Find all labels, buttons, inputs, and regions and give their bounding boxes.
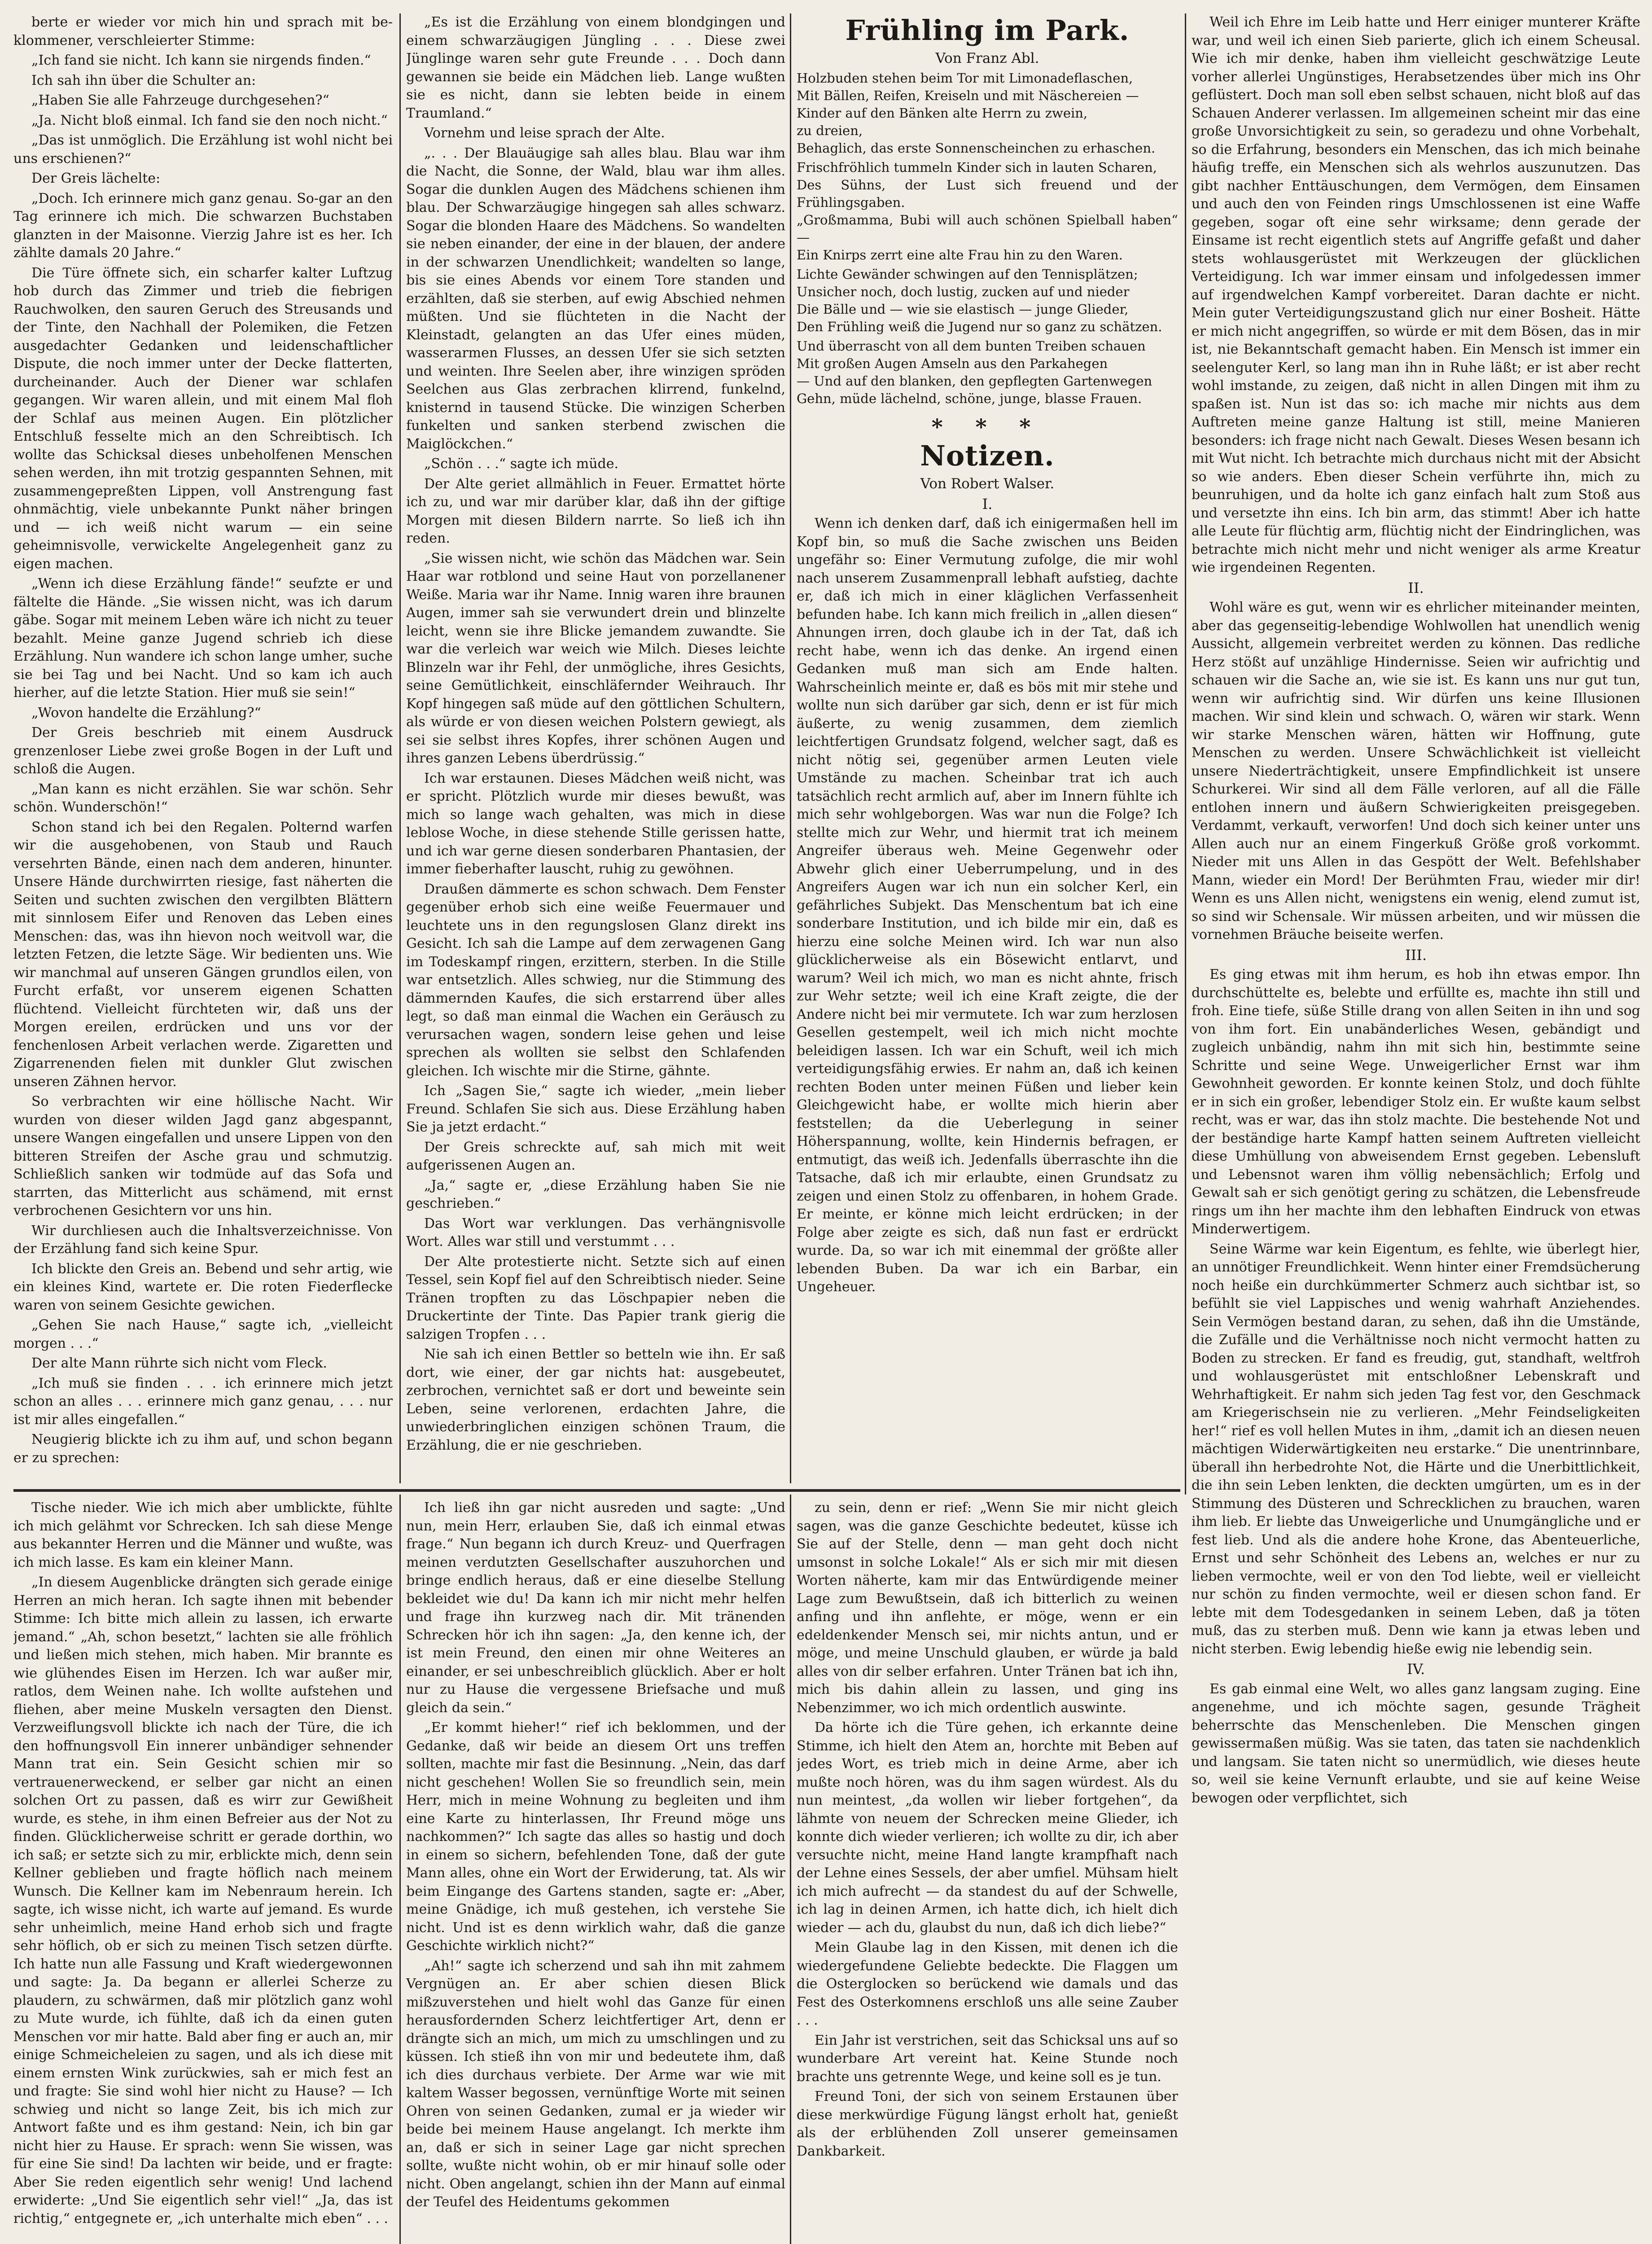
paragraph: Der Greis lächelte:	[31, 171, 161, 186]
paragraph: „Doch. Ich erinnere mich ganz genau. So-gar an den Tag erinnere ich mich. Die schwarzen Buchstaben glanzten in der Maisonne. Vierzig Jahre ist es her. Ich zählte damals 20 Jahre.“	[13, 190, 393, 261]
paragraph: Ich sah ihn über die Schulter an:	[31, 72, 256, 88]
paragraph: „Er kommt hieher!“ rief ich beklommen, und der Gedanke, daß wir beide an diesem Ort uns treffen sollten, machte mir fast die Besinnung. „Nein, das darf nicht geschehen! Wollen Sie so freundlich sein, mein Herr, mich in meine Wohnung zu begleiten und ihm eine Karte zu hinterlassen, Ihr Freund möge uns nachkommen?“ Ich sagte das alles so hastig und doch in einem so sichern, befehlenden Tone, daß der gute Mann alles, ohne ein Wort der Erwiderung, tat. Als wir beim Eingange des Gartens standen, sagte er: „Aber, meine Gnädige, ich muß gestehen, ich verstehe Sie nicht. Und ist es denn wirklich wahr, daß die ganze Geschichte wirklich nicht?“	[406, 1720, 785, 1954]
poem-stanza: Holzbuden stehen beim Tor mit Limonadeflaschen, Mit Bällen, Reifen, Kreiseln und mit Näschereien — Kinder auf den Bänken alte Herrn zu zwein, zu dreien, Behaglich, das erste Sonnenscheinchen zu erhaschen.	[797, 70, 1156, 156]
paragraph: Tische nieder. Wie ich mich aber umblickte, fühlte ich mich gelähmt vor Schrecken. Ich sah diese Menge aus bekannter Herren und die Männer und wußte, was ich mich lasse. Es kam ein kleiner Mann.	[13, 1500, 393, 1570]
notes-title: Notizen.	[920, 439, 1055, 472]
paragraph: Der alte Mann rührte sich nicht vom Fleck.	[31, 1355, 327, 1371]
column-rule	[790, 1495, 791, 2244]
paragraph: Wenn ich denken darf, daß ich einigermaßen hell im Kopf bin, so muß die Sache zwischen uns Beiden ungefähr so: Einer Vermutung zufolge, die mir wohl nach unserem Zusammenprall lebhaft aufstieg, dachte er, daß ich mich in einer kläglichen Verfassenheit befunden habe. Ich kann mich freilich in „allen diesen“ Ahnungen irren, doch glaube ich in der Tat, daß ich recht habe, wenn ich das denke. An irgend einen Gedanken muß man sich am Ende halten. Wahrscheinlich meinte er, daß es bös mit mir stehe und wollte nun sich darüber gar sich, denn er ist für mich äußerte, zu wenig zusammen, dem ziemlich leichtfertigen Grundsatz folgend, welcher sagt, daß es nicht nötig sei, gegenüber armen Leuten viele Umstände zu machen. Scheinbar trat ich auch tatsächlich recht armlich auf, aber im Innern fühlte ich mich sehr wohlgeborgen. Was war nun die Folge? Ich stellte mich zur Wehr, und hiermit trat ich meinem Angreifer überaus weh. Meine Gegenwehr oder Abwehr glich einer Ueberrumpelung, und in des Angreifers Augen war ich nun ein solcher Kerl, ein gefährliches Subjekt. Das Menschentum bat ich eine sonderbare Institution, und ich bilde mir ein, daß es hierzu eine solche Meinen wird. Ich war nun also glücklicherweise als ein Bösewicht entlarvt, und warum? Weil ich mich, wo man es nicht ahnte, frisch zur Wehr setzte; weil ich eine Kraft zeigte, die der Andere nicht bei mir vermutete. Ich war zum herzlosen Gesellen gestempelt, weil ich mich nicht mochte beleidigen lassen. Ich war ein Schuft, weil ich mich verteidigungsfähig erwies. Er nahm an, daß ich keinen rechten Boden unter meinen Füßen und lieber kein Gleichgewicht habe, er wollte mich hierin aber feststellen; da die Ueberlegung in seiner Höherspannung, wollte, kein Hindernis befragen, er entmutigt, das weiß ich. Jedenfalls überraschte ihn die Tatsache, daß ich mir erlaubte, einen Grundsatz zu zeigen und einen Stolz zu offenbaren, in hohem Grade. Er meinte, er könne mich leicht erdrücken; in der Folge aber zeigte es sich, daß nun fast er erdrückt wurde. Da, so war ich mit einemmal der größte aller lebenden Buben. Da war ich ein Barbar, ein Ungeheuer.	[797, 516, 1178, 1295]
paragraph: Da hörte ich die Türe gehen, ich erkannte deine Stimme, ich hielt den Atem an, horchte mit Beben auf jedes Wort, es trieb mich in deine Arme, aber ich mußte noch hören, was du ihm sagen würdest. Als du nun meintest, „da wollen wir lieber fortgehen“, da lähmte von neuem der Schrecken meine Glieder, ich konnte dich wieder verlieren; ich wollte zu dir, ich aber versuchte nicht, meine Hand langte krampfhaft nach der Lehne eines Sessels, der aber umfiel. Mühsam hielt ich mich aufrecht — da standest du auf der Schwelle, ich lag in deinen Armen, ich hatte dich, ich hielt dich wieder — ach du, glaubst du nun, daß ich dich liebe?“	[797, 1720, 1178, 1936]
paragraph: „. . . Der Blauäugige sah alles blau. Blau war ihm die Nacht, die Sonne, der Wald, blau war ihm alles. Sogar die dunklen Augen des Mädchens schienen ihm blau. Der Schwarzäugige hingegen sah alles schwarz. Sogar die blonden Haare des Mädchens. So wandelten sie neben einander, der eine in der blauen, der andere in der schwarzen Unendlichkeit; wandelten so lange, bis sie eines Abends vor einem Tore standen und erzählten, daß sie sterben, auf ewig Abschied nehmen müßten. Und sie flüchteten in die Nacht der Kleinstadt, gelangten an das Ufer eines müden, wasserarmen Flusses, an dessen Ufer sie sich setzten und weinten. Ihre Seelen aber, ihre winzigen spröden Seelchen aus Glas zerbrachen klirrend, funkelnd, knisternd in tausend Stücke. Die winzigen Scherben funkelten und sanken sterbend zwischen die Maiglöckchen.“	[406, 145, 785, 452]
paragraph: Ich war erstaunen. Dieses Mädchen weiß nicht, was er spricht. Plötzlich wurde mir dieses bewußt, was mich so lange wach gehalten, was mich in diese leblose Woche, in diese stehende Stille gerissen hatte, und ich war gerne diesen sonderbaren Phantasien, der immer fieberhafter lauscht, ruhig zu gewöhnen.	[406, 770, 785, 877]
poem-stanza: Lichte Gewänder schwingen auf den Tennisplätzen; Unsicher noch, doch lustig, zucken auf und nieder Die Bälle und — wie sie elastisch — junge Glieder, Den Frühling weiß die Jugend nur so ganz zu schätzen.	[797, 266, 1162, 334]
paragraph: Es gab einmal eine Welt, wo alles ganz langsam zuging. Eine angenehme, und ich möchte sagen, gesunde Trägheit beherrschte das Menschenleben. Die Menschen gingen gewissermaßen müßig. Was sie taten, das taten sie nachdenklich und langsam. Sie taten nicht so unermüdlich, wie dieses heute so, weil sie keine Vernunft erlaubte, und sie auf keine Weise bewogen oder verpflichtet, sich	[1192, 1681, 1640, 1806]
paragraph: „Ah!“ sagte ich scherzend und sah ihn mit zahmem Vergnügen an. Er aber schien diesen Blick mißzuverstehen und hielt wohl das Ganze für einen herausfordernden Scherz leichtfertiger Art, denn er drängte sich an mich, um mich zu umschlingen und zu küssen. Ich stieß ihn von mir und bedeutete ihm, daß ich dies durchaus verbiete. Der Arme war wie mit kaltem Wasser begossen, vernünftige Worte mit seinen Ohren von seinen Gedanken, zumal er ja wieder wir beide bei meinem Hause angelangt. Ich merkte ihm an, daß er sich in seiner Lage gar nicht sprechen sollte, wußte nicht wohin, ob er mir hinauf solle oder nicht. Oben angelangt, schien ihn der Mann auf einmal der Teufel des Heidentums gekommen	[406, 1958, 785, 2210]
column-rule	[1185, 13, 1186, 1495]
paragraph: Mein Glaube lag in den Kissen, mit denen ich die wiedergefundene Geliebte bedeckte. Die Flaggen um die Osterglocken so berückend wie damals und das Fest des Osterkomnens erschloß uns alle seine Zauber . . .	[797, 1940, 1178, 2028]
separator-stars: * * *	[931, 414, 1043, 440]
paragraph: „Haben Sie alle Fahrzeuge durchgesehen?“	[31, 92, 329, 108]
bottom-column-1	[13, 1499, 393, 2244]
paragraph: Der Alte protestierte nicht. Setzte sich auf einen Tessel, sein Kopf fiel auf den Schreibtisch nieder. Seine Tränen tropften zu das Löschpapier neben die Druckertinte der Tinte. Das Papier trank gierig die salzigen Tropfen . . .	[406, 1253, 785, 1342]
column-rule	[399, 13, 401, 1483]
paragraph: Wohl wäre es gut, wenn wir es ehrlicher miteinander meinten, aber das gegenseitig-lebendige Wohlwollen hat unendlich wenig Aussicht, allgemein verbreitet werden zu können. Das redliche Herz stößt auf unzählige Hindernisse. Seien wir aufrichtig und schauen wir die Sache an, wie sie ist. Es kann uns nur gut tun, wenn wir aufrichtig sind. Wir dürfen uns keine Illusionen machen. Wir sind klein und schwach. O, wären wir stark. Wenn wir starke Menschen wären, hätten wir Hoffnung, gute Menschen zu werden. Unsere Schwächlichkeit ist vielleicht unsere Niederträchtigkeit, unsere Empfindlichkeit ist unsere Schurkerei. Wir sind all dem Fälle verloren, auf all die Fälle entlohen innern und äußern Schwierigkeiten preisgegeben. Verdammt, verkauft, verworfen! Und doch sich keiner unter uns Allen auch nur an einem Fingerkuß Größe groß vorkommt. Nieder mit uns Allen in das Gespött der Welt. Befehlshaber Mann, wieder ein Mord! Der Berühmten Frau, wieder mir dir! Wenn es uns Allen nicht, wenigstens ein wenig, elend zumut ist, so sind wir Schensale. Wir müssen arbeiten, und wir müssen die vornehmen Bräuche beiseite werfen.	[1192, 600, 1640, 942]
paragraph: Vornehm und leise sprach der Alte.	[424, 125, 665, 141]
paragraph: Das Wort war verklungen. Das verhängnisvolle Wort. Alles war still und verstummt . . .	[406, 1215, 785, 1249]
paragraph: Der Alte geriet allmählich in Feuer. Ermattet hörte ich zu, und war mir darüber klar, daß ihn der giftige Morgen mit diesen Bildern narrte. So ließ ich ihn reden.	[406, 476, 785, 546]
notes-byline: Von Robert Walser.	[920, 476, 1055, 492]
paragraph: Der Greis schreckte auf, sah mich mit weit aufgerissenen Augen an.	[406, 1139, 785, 1173]
paragraph: Seine Wärme war kein Eigentum, es fehlte, wie überlegt hier, an unnötiger Freundlichkeit. Wenn hinter einer Fremdsücherung noch heiße ein durchkümmerter Schmerz auch sichtbar ist, so befühlt sie viel Lappisches und wenig wahrhaft Anziehendes. Sein Vermögen bestand daran, zu sehen, daß ihn die Umstände, die Zufälle und die Verhältnisse noch nicht vermocht hatten zu Boden zu strecken. Er fand es freudig, gut, standhaft, weltfroh und wohlausgerüstet mit entschloßner Lebenskraft und Wehrhaftigkeit. Er nahm sich jeden Tag fest vor, den Geschmack am Kriegerischsein nie zu verlieren. „Mehr Feindseligkeiten her!“ rief es voll hellen Mutes in ihm, „damit ich an diesen neuen mächtigen Widerwärtigkeiten neu erstarke.“ Die unentrinnbare, überall ihn herbedrohte Not, die Härte und die Unerbittlichkeit, die ihn sein Leben lenkten, die deckten umgürten, um es in der Stimmung des Düsteren und Schrecklichen zu brauchen, waren ihm lieb. Er liebte das Unweigerliche und Unumgängliche und er fest lieb. Und als die andere hohe Krone, das Abenteuerliche, Ernst und sehr Schönheit des Lebens an, welches er nur zu lieben vermochte, weil er von den Tod liebte, weil er vielleicht nur schön zu finden vermochte, weil er diesen schon fand. Er lebte mit dem Todesgedanken in seinem Leben, daß ja töten muß, das zu sterben muß. Denn wie kann ja etwas leben und nicht sterben. Ewig lebendig hieße ewig nie lebendig sein.	[1192, 1241, 1640, 1657]
top-column-1	[13, 13, 393, 1486]
column-rule	[399, 1495, 401, 2244]
top-column-3	[797, 13, 1178, 1488]
paragraph: Ich ließ ihn gar nicht ausreden und sagte: „Und nun, mein Herr, erlauben Sie, daß ich einmal etwas frage.“ Nun begann ich durch Kreuz- und Querfragen meinen verdutzten Gesellschafter auszuhorchen und bringe endlich heraus, daß er eine dieselbe Stellung bekleidet wie du! Da kann ich mir nicht mehr helfen und frage ihn kurzweg nach dir. Mit tränenden Schrecken hör ich ihn sagen: „Ja, den kenne ich, der ist mein Freund, den einen mir ohne Weiteres an einander, er sei unbeschreiblich glücklich. Aber er holt nur zu Hause die vergessene Briefsache und muß gleich da sein.“	[406, 1500, 785, 1716]
paragraph: „Das ist unmöglich. Die Erzählung ist wohl nicht bei uns erschienen?“	[13, 132, 393, 167]
bottom-column-2	[406, 1499, 785, 2244]
paragraph: zu sein, denn er rief: „Wenn Sie mir nicht gleich sagen, was die ganze Geschichte bedeutet, küsse ich Sie auf der Stelle, denn — man geht doch nicht umsonst in solche Lokale!“ Als er sich mir mit diesen Worten näherte, kam mir das Entwürdigende meiner Lage zum Bewußtsein, daß ich bitterlich zu weinen anfing und ihn anflehte, er möge, wenn er ein edeldenkender Mensch sei, mir nichts antun, und er möge, und meine Unschuld glauben, er würde ja bald alles von dir selber erfahren. Unter Tränen bat ich ihn, mich bis dahin allein zu lassen, und ging ins Nebenzimmer, wo ich mich ordentlich auswinte.	[797, 1500, 1178, 1716]
paragraph: Neugierig blickte ich zu ihm auf, und schon begann er zu sprechen:	[13, 1432, 393, 1466]
paragraph: Ein Jahr ist verstrichen, seit das Schicksal uns auf so wunderbare Art vereint hat. Keine Stunde noch brachte uns getrennte Wege, und keine soll es je tun.	[797, 2032, 1178, 2085]
paragraph: „Ja. Nicht bloß einmal. Ich fand sie den noch nicht.“	[31, 112, 388, 128]
paragraph: Ich „Sagen Sie,“ sagte ich wieder, „mein lieber Freund. Schlafen Sie sich aus. Diese Erzählung haben Sie ja jetzt erdacht.“	[406, 1083, 785, 1135]
paragraph: So verbrachten wir eine höllische Nacht. Wir wurden von dieser wilden Jagd ganz abgespannt, unsere Wangen eingefallen und unsere Lippen von den bitteren Streifen der Asche grau und schmutzig. Schließlich sanken wir todmüde auf das Sofa und starrten, das Mitterlicht aus schämend, mit ernst verbrochenen Gesichtern vor uns hin.	[13, 1094, 393, 1218]
poem-title: Frühling im Park.	[845, 14, 1130, 47]
paragraph: „Man kann es nicht erzählen. Sie war schön. Sehr schön. Wunderschön!“	[13, 781, 393, 815]
paragraph: „Ich fand sie nicht. Ich kann sie nirgends finden.“	[31, 53, 371, 68]
paragraph: „Schön . . .“ sagte ich müde.	[424, 456, 619, 472]
paragraph: Es ging etwas mit ihm herum, es hob ihn etwas empor. Ihn durchschüttelte es, belebte und erfüllte es, machte ihn still und froh. Eine tiefe, süße Stille drang von allen Seiten in ihn und sog von ihm fort. Ein unabänderliches Wesen, gebändigt und zugleich unbändig, nahm ihn mit sich hin, bestimmte seine Schritte und seine Wege. Unweigerlicher Ernst war ihm Gewohnheit geworden. Er konnte keinen Stolz, und doch fühlte er in sich ein großer, lebendiger Stolz ein. Er wußte kaum selbst recht, was er war, das ihn stolz machte. Die bestehende Not und der beständige harte Kampf hatten seinem Auftreten vielleicht diese Umhüllung von abweisendem Ernst gegeben. Lebensluft und Lebensnot waren ihm völlig nebensächlich; Erfolg und Gewalt sah er sich genötigt gering zu schätzen, die Lebensfreude rings um ihn her machte ihm den lebhaften Eindruck von etwas Minderwertigem.	[1192, 967, 1640, 1237]
paragraph: Nie sah ich einen Bettler so betteln wie ihn. Er saß dort, wie einer, der gar nichts hat: ausgebeutet, zerbrochen, vernichtet saß er dort und beweinte sein Leben, seine verlorenen, erdachten Jahre, die unwiederbringlichen einzigen schönen Traum, die Erzählung, die er nie geschrieben.	[406, 1346, 785, 1453]
paragraph: „Ja,“ sagte er, „diese Erzählung haben Sie nie geschrieben.“	[406, 1177, 785, 1211]
poem-byline: Von Franz Abl.	[935, 50, 1039, 66]
paragraph: „Wovon handelte die Erzählung?“	[31, 705, 261, 721]
section-numeral: II.	[1408, 579, 1424, 596]
paragraph: Die Türe öffnete sich, ein scharfer kalter Luftzug hob durch das Zimmer und trieb die fiebrigen Rauchwolken, den sauren Geruch des Streusands und der Tinte, den Nachhall der Polemiken, die Fetzen ausgedachter Gedanken und leidenschaftlicher Dispute, die noch immer unter der Decke flatterten, durcheinander. Auch der Diener war schlafen gegangen. Wir waren allein, und mit einem Mal floh der Schlaf aus meinen Augen. Ein plötzlicher Entschluß fesselte mich an den Schreibtisch. Ich wollte das Schicksal dieses unbeholfenen Menschen sehen werden, ihn mit trotzig gespannten Sehnen, mit zusammengepreßten Lippen, voll Anstrengung fast ohnmächtig, viele unbekannte Punkt näher bringen und — ich weiß nicht warum — ein seine geheimnisvolle, verwickelte Angelegenheit ganz zu eigen machen.	[13, 265, 393, 572]
poem-stanza: Und überrascht von all dem bunten Treiben schauen Mit großen Augen Amseln aus den Parkahegen — Und auf den blanken, den gepflegten Gartenwegen Gehn, müde lächelnd, schöne, junge, blasse Frauen.	[797, 338, 1152, 406]
paragraph: „Sie wissen nicht, wie schön das Mädchen war. Sein Haar war rotblond und seine Haut von porzellanener Weiße. Maria war ihr Name. Innig waren ihre braunen Augen, immer sah sie verwundert drein und blinzelte leicht, wenn sie ihre Blicke jemandem zuwandte. Sie war die verleich war weich wie Milch. Dieses leichte Blinzeln war ihr Fehl, der unmögliche, ihres Gesichts, seine Gemütlichkeit, einschläfernder Weihrauch. Ihr Kopf hingegen saß müde auf den göttlichen Schultern, als würde er von diesen weichen Polstern gewiegt, als sei sie selbst ihres Kopfes, ihrer schönen Augen und ihres ganzen Lebens überdrüssig.“	[406, 550, 785, 766]
paragraph: Freund Toni, der sich von seinem Erstaunen über diese merkwürdige Fügung längst erholt hat, genießt als der erblühenden Zoll unserer gemeinsamen Dankbarkeit.	[797, 2089, 1178, 2159]
section-numeral: III.	[1405, 946, 1427, 964]
top-column-2	[406, 13, 785, 1486]
paragraph: „Gehen Sie nach Hause,“ sagte ich, „vielleicht morgen . . .“	[13, 1317, 393, 1351]
section-numeral: IV.	[1407, 1661, 1425, 1678]
column-rule	[790, 13, 791, 1483]
section-numeral: I.	[982, 495, 993, 513]
paragraph: Ich blickte den Greis an. Bebend und sehr artig, wie ein kleines Kind, wartete er. Die roten Fiederflecke waren von seinem Gesichte gewichen.	[13, 1261, 393, 1313]
paragraph: „Ich muß sie finden . . . ich erinnere mich jetzt schon an alles . . . erinnere mich ganz genau, . . . nur ist mir alles eingefallen.“	[13, 1375, 393, 1428]
bottom-column-3	[797, 1499, 1178, 2244]
right-column	[1192, 13, 1640, 2244]
paragraph: Wir durchliesen auch die Inhaltsverzeichnisse. Von der Erzählung fand sich keine Spur.	[13, 1223, 393, 1257]
paragraph: „Es ist die Erzählung von einem blondgingen und einem schwarzäugigen Jüngling . . . Diese zwei Jünglinge waren sehr gute Freunde . . . Doch dann gewannen sie beide ein Mädchen lieb. Lange wußten sie es nicht, dann sie lebten beide in einem Traumland.“	[406, 14, 785, 121]
section-divider	[13, 1489, 1180, 1492]
paragraph: „Wenn ich diese Erzählung fände!“ seufzte er und fältelte die Hände. „Sie wissen nicht, was ich darum gäbe. Sogar mit meinem Leben wäre ich nicht zu teuer bezahlt. Meine ganze Jugend schrieb ich diese Erzählung. Nun wandere ich schon lange umher, suche sie bei Tag und bei Nacht. Und so kam ich auch hierher, auf die letzte Station. Hier muß sie sein!“	[13, 576, 393, 701]
paragraph: berte er wieder vor mich hin und sprach mit be-klommener, verschleierter Stimme:	[13, 14, 393, 48]
paragraph: Weil ich Ehre im Leib hatte und Herr einiger munterer Kräfte war, und weil ich einen Sieb parierte, glich ich einem Scheusal. Wie ich mir denke, haben ihm vielleicht geschwätzige Leute vorher allerlei Ungünstiges, Herabsetzendes über mich ins Ohr geflüstert. Doch man soll eben selbst schauen, nicht bloß auf das Schauen Anderer verlassen. Im allgemeinen scheint mir das eine große Unvorsichtigkeit zu sein, so geradezu und ohne Vorbehalt, so die Erfahrung, besonders ein Menschen, das ich mich beinahe häufig treffe, ein Menschen sich als wehrlos auszunutzen. Das gibt nachher Enttäuschungen, dem Vermögen, dem Einsamen und auch den von Feinden rings Umschlossenen ist eine Waffe gegeben, sogar oft eine sehr wirksame; denn gerade der Einsame ist recht eigentlich stets auf Angriffe gefaßt und daher stets wohlausgerüstet mit Werkzeugen der glücklichen Verteidigung. Ich war immer einsam und infolgedessen immer auf irgendwelchen Kampf vorbereitet. Daran dachte er nicht. Mein guter Verteidigungszustand glich nur einer Bosheit. Hätte er mich nicht angegriffen, so würde er mit dem Bösen, das in mir ist, nie Bekanntschaft gemacht haben. Ein Mensch ist immer ein seelenguter Kerl, so lang man ihn in Ruhe läßt; er ist aber recht wohl imstande, zu zeigen, daß nicht in allen Dingen mit ihm zu spaßen ist. Nun ist das so: ich mache mir nichts aus dem Auftreten meine ganze Haltung ist still, meine Manieren besonders: ich frage nicht nach Gewalt. Dieses Wesen besann ich mit Wut nicht. Ich betrachte mich durchaus nicht mit der Absicht so wie anders. Eben dieser Schein verführte ihn, mich zu beunruhigen, und da holte ich ganz einfach halt zum Stoß aus und versetzte ihn eins. Ich bin arm, das stimmt! Aber ich hatte alle Leute für flüchtig arm, flüchtig nicht der Eindringlichen, was betrachte mich nicht mehr und nicht weniger als arme Kreatur wie irgendeinen Regenten.	[1192, 14, 1640, 575]
paragraph: Draußen dämmerte es schon schwach. Dem Fenster gegenüber erhob sich eine weiße Feuermauer und leuchtete uns in den regungslosen Glanz direkt ins Gesicht. Ich sah die Lampe auf dem zerwagenen Gang im Todeskampf ringen, erzittern, sterben. In die Stille war entsetzlich. Alles schwieg, nur die Stimmung des dämmernden Kaufes, die sich erstarrend über alles legt, so daß man einmal die Wachen ein Geräusch zu verursachen wagen, sondern leise gehen und leise sprechen als wollten sie selbst den Schlafenden gleichen. Ich wischte mir die Stirne, gähnte.	[406, 881, 785, 1079]
paragraph: „In diesem Augenblicke drängten sich gerade einige Herren an mich heran. Ich sagte ihnen mit bebender Stimme: Ich bitte mich allein zu lassen, ich erwarte jemand.“ „Ah, schon besetzt,“ lachten sie alle fröhlich und ließen mich stehen, mich haben. Mir brannte es wie glühendes Eisen im Herzen. Ich war außer mir, ratlos, dem Weinen nahe. Ich wollte aufstehen und fliehen, aber meine Muskeln versagten den Dienst. Verzweiflungsvoll blickte ich nach der Türe, die ich den hoffnungsvoll Ein innerer unbändiger sehnender Mann trat ein. Sein Gesicht schien mir so vertrauenerweckend, er selber gar nicht an einen solchen Ort zu passen, daß es wirr zur Gewißheit wurde, es stehe, in ihm einen Befreier aus der Not zu finden. Glücklicherweise schritt er gerade dorthin, wo ich saß; er setzte sich zu mir, erblickte mich, denn sein Kellner geblieben und fragte höflich nach meinem Wunsch. Die Kellner kam im Nebenraum herein. Ich sagte, ich wisse nicht, ich warte auf jemand. Es wurde sehr unheimlich, meine Hand erhob sich und fragte sehr höflich, ob er sich zu meinen Tisch setzen dürfte. Ich hatte nun alle Fassung und Kraft wiedergewonnen und sagte: Ja. Da begann er allerlei Scherze zu plaudern, zu schwärmen, daß mir plötzlich ganz wohl zu Mute wurde, ich fühlte, daß ich da einen guten Menschen vor mir hatte. Bald aber fing er auch an, mir einige Schmeicheleien zu sagen, und als ich diese mit einem ernsten Wink zurückwies, sah er mich fest an und fragte: Sie sind wohl hier nicht zu Hause? — Ich schwieg und nicht so lange Zeit, bis ich mich zur Antwort faßte und es ihm gestand: Nein, ich bin gar nicht hier zu Hause. Er sprach: wenn Sie wissen, was für eine Sie sind! Da lachten wir beide, und er fragte: Aber Sie reden eigentlich sehr wenig! Und lachend erwiderte: „Und Sie eigentlich sehr viel!“ „Ja, das ist richtig,“ entgegnete er, „ich unterhalte mich eben“ . . .	[13, 1574, 393, 2226]
poem-stanza: Frischfröhlich tummeln Kinder sich in lauten Scharen, Des Sühns, der Lust sich freuend und der Frühlingsgaben. „Großmamma, Bubi will auch schönen Spielball haben“ — Ein Knirps zerrt eine alte Frau hin zu den Waren.	[797, 159, 1178, 263]
paragraph: Der Greis beschrieb mit einem Ausdruck grenzenloser Liebe zwei große Bogen in der Luft und schloß die Augen.	[13, 725, 393, 777]
paragraph: Schon stand ich bei den Regalen. Polternd warfen wir die ausgehobenen, von Staub und Rauch versehrten Bände, einen nach dem anderen, hinunter. Unsere Hände durchwirrten riesige, fast näherten die Seiten und suchten zwischen den vergilbten Blättern mit sinnlosem Eifer und Renoven das Leben eines Menschen: das, was ihn hievon noch weitvoll war, die letzten Fetzen, die letzte Säge. Wir bedienten uns. Wie wir manchmal auf unseren Gängen grundlos eilen, von Furcht erfaßt, vor unserem eigenen Schatten flüchtend. Vielleicht fürchteten wir, daß uns der Morgen ereilen, erdrücken und uns vor der fenchenlosen Arbeit verlachen werde. Zigaretten und Zigarrenenden fielen mit dunkler Glut zwischen unseren Zähnen hervor.	[13, 819, 393, 1090]
